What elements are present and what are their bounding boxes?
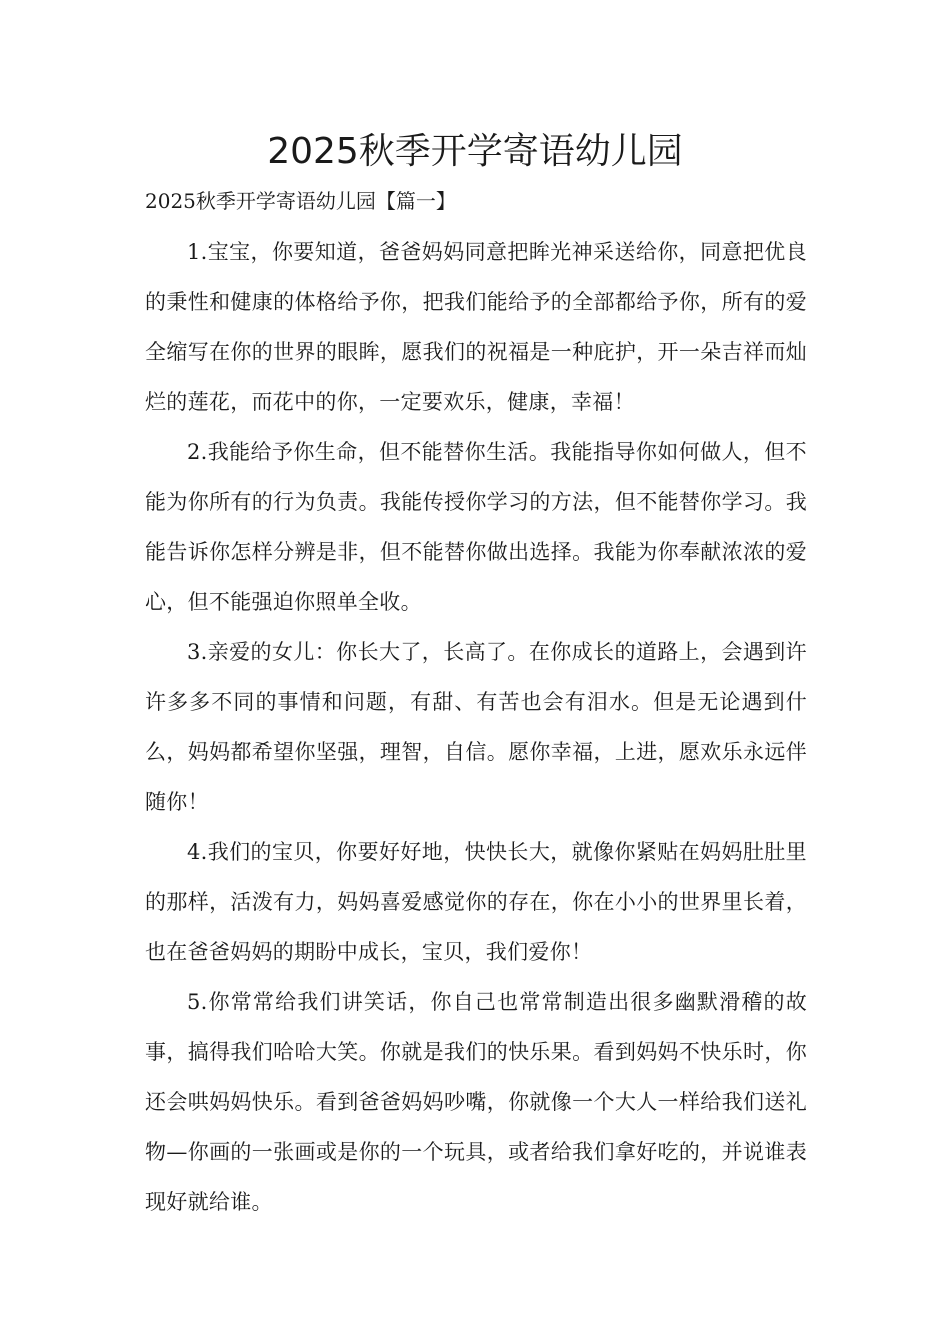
paragraph-1: 1.宝宝，你要知道，爸爸妈妈同意把眸光神采送给你，同意把优良的秉性和健康的体格给予你，把我们能给予的全部都给予你，所有的爱全缩写在你的世界的眼眸，愿我们的祝福是一种庇护，开一朵吉祥而灿烂的莲花，而花中的你，一定要欢乐，健康，幸福！ — [145, 240, 807, 414]
document-title: 2025秋季开学寄语幼儿园 — [267, 131, 683, 172]
paragraph-2: 2.我能给予你生命，但不能替你生活。我能指导你如何做人，但不能为你所有的行为负责。我能传授你学习的方法，但不能替你学习。我能告诉你怎样分辨是非，但不能替你做出选择。我能为你奉献浓浓的爱心，但不能强迫你照单全收。 — [145, 440, 807, 614]
paragraph-4: 4.我们的宝贝，你要好好地，快快长大，就像你紧贴在妈妈肚肚里的那样，活泼有力，妈妈喜爱感觉你的存在，你在小小的世界里长着，也在爸爸妈妈的期盼中成长，宝贝，我们爱你！ — [145, 840, 807, 964]
document-body — [145, 227, 807, 1227]
paragraph-5: 5.你常常给我们讲笑话，你自己也常常制造出很多幽默滑稽的故事，搞得我们哈哈大笑。你就是我们的快乐果。看到妈妈不快乐时，你还会哄妈妈快乐。看到爸爸妈妈吵嘴，你就像一个大人一样给我们送礼物—你画的一张画或是你的一个玩具，或者给我们拿好吃的，并说谁表现好就给谁。 — [145, 990, 807, 1214]
paragraph-3: 3.亲爱的女儿：你长大了，长高了。在你成长的道路上，会遇到许许多多不同的事情和问题，有甜、有苦也会有泪水。但是无论遇到什么，妈妈都希望你坚强，理智，自信。愿你幸福，上进，愿欢乐永远伴随你！ — [145, 640, 807, 814]
section-heading: 2025秋季开学寄语幼儿园【篇一】 — [145, 189, 456, 213]
